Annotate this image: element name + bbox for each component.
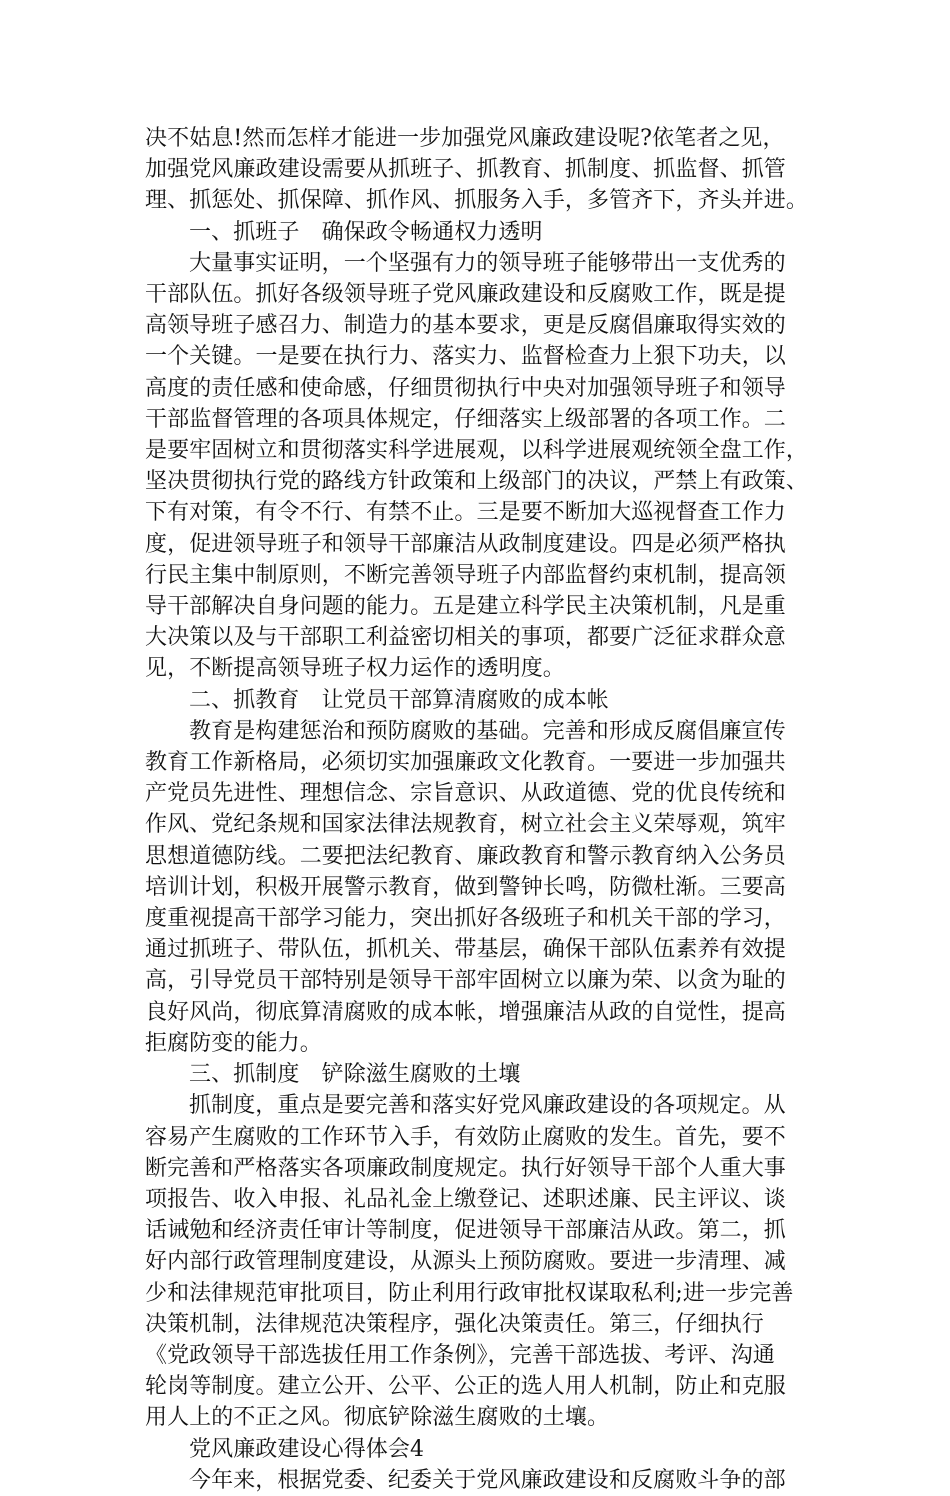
paragraph-line-indented: 教育是构建惩治和预防腐败的基础。完善和形成反腐倡廉宣传 xyxy=(189,718,786,744)
paragraph-line: 培训计划，积极开展警示教育，做到警钟长鸣，防微杜渐。三要高 xyxy=(145,874,786,900)
paragraph-line: 良好风尚，彻底算清腐败的成本帐，增强廉洁从政的自觉性，提高 xyxy=(145,999,786,1025)
paragraph-line: 思想道德防线。二要把法纪教育、廉政教育和警示教育纳入公务员 xyxy=(145,843,786,869)
paragraph-line: 作风、党纪条规和国家法律法规教育，树立社会主义荣辱观，筑牢 xyxy=(145,812,786,838)
paragraph-line-indented: 今年来，根据党委、纪委关于党风廉政建设和反腐败斗争的部 xyxy=(189,1467,786,1493)
paragraph-line: 产党员先进性、理想信念、宗旨意识、从政道德、党的优良传统和 xyxy=(145,781,786,807)
paragraph-line: 少和法律规范审批项目，防止利用行政审批权谋取私利;进一步完善 xyxy=(145,1280,794,1306)
paragraph-line-indented: 一、抓班子 确保政令畅通权力透明 xyxy=(189,219,543,245)
paragraph-line: 高度的责任感和使命感，仔细贯彻执行中央对加强领导班子和领导 xyxy=(145,375,786,401)
paragraph-line: 大决策以及与干部职工利益密切相关的事项，都要广泛征求群众意 xyxy=(145,625,786,651)
paragraph-line: 干部监督管理的各项具体规定，仔细落实上级部署的各项工作。二 xyxy=(145,406,786,432)
paragraph-line-indented: 大量事实证明，一个坚强有力的领导班子能够带出一支优秀的 xyxy=(189,250,786,276)
paragraph-line: 是要牢固树立和贯彻落实科学进展观，以科学进展观统领全盘工作， xyxy=(145,438,809,464)
paragraph-line-indented: 三、抓制度 铲除滋生腐败的土壤 xyxy=(189,1062,521,1088)
paragraph-line: 断完善和严格落实各项廉政制度规定。执行好领导干部个人重大事 xyxy=(145,1155,786,1181)
paragraph-line: 高领导班子感召力、制造力的基本要求，更是反腐倡廉取得实效的 xyxy=(145,313,786,339)
paragraph-line: 度，促进领导班子和领导干部廉洁从政制度建设。四是必须严格执 xyxy=(145,531,786,557)
paragraph-line: 《党政领导干部选拔任用工作条例》，完善干部选拔、考评、沟通 xyxy=(145,1342,775,1368)
paragraph-line: 用人上的不正之风。彻底铲除滋生腐败的土壤。 xyxy=(145,1405,610,1431)
paragraph-line: 下有对策，有令不行、有禁不止。三是要不断加大巡视督查工作力 xyxy=(145,500,786,526)
paragraph-line: 项报告、收入申报、礼品礼金上缴登记、述职述廉、民主评议、谈 xyxy=(145,1186,786,1212)
paragraph-line-indented: 抓制度，重点是要完善和落实好党风廉政建设的各项规定。从 xyxy=(189,1093,786,1119)
paragraph-line: 拒腐防变的能力。 xyxy=(145,1030,322,1056)
paragraph-line: 话诫勉和经济责任审计等制度，促进领导干部廉洁从政。第二，抓 xyxy=(145,1218,786,1244)
paragraph-line: 教育工作新格局，必须切实加强廉政文化教育。一要进一步加强共 xyxy=(145,750,786,776)
paragraph-line: 导干部解决自身问题的能力。五是建立科学民主决策机制，凡是重 xyxy=(145,594,786,620)
paragraph-line: 轮岗等制度。建立公开、公平、公正的选人用人机制，防止和克服 xyxy=(145,1374,786,1400)
paragraph-line-indented: 党风廉政建设心得体会4 xyxy=(189,1436,425,1462)
paragraph-line: 见，不断提高领导班子权力运作的透明度。 xyxy=(145,656,565,682)
paragraph-line: 决策机制，法律规范决策程序，强化决策责任。第三，仔细执行 xyxy=(145,1311,764,1337)
document-body xyxy=(145,123,807,1496)
paragraph-line: 一个关键。一是要在执行力、落实力、监督检查力上狠下功夫，以 xyxy=(145,344,786,370)
paragraph-line: 高，引导党员干部特别是领导干部牢固树立以廉为荣、以贪为耻的 xyxy=(145,968,786,994)
paragraph-line: 行民主集中制原则，不断完善领导班子内部监督约束机制，提高领 xyxy=(145,562,786,588)
paragraph-line: 容易产生腐败的工作环节入手，有效防止腐败的发生。首先，要不 xyxy=(145,1124,786,1150)
paragraph-line: 好内部行政管理制度建设，从源头上预防腐败。要进一步清理、减 xyxy=(145,1249,786,1275)
paragraph-line: 决不姑息!然而怎样才能进一步加强党风廉政建设呢?依笔者之见， xyxy=(145,126,785,151)
paragraph-line: 坚决贯彻执行党的路线方针政策和上级部门的决议，严禁上有政策、 xyxy=(145,469,809,495)
paragraph-line-indented: 二、抓教育 让党员干部算清腐败的成本帐 xyxy=(189,687,609,713)
paragraph-line: 干部队伍。抓好各级领导班子党风廉政建设和反腐败工作，既是提 xyxy=(145,282,786,308)
paragraph-line: 加强党风廉政建设需要从抓班子、抓教育、抓制度、抓监督、抓管 xyxy=(145,157,786,183)
paragraph-line: 通过抓班子、带队伍，抓机关、带基层，确保干部队伍素养有效提 xyxy=(145,937,786,963)
paragraph-line: 理、抓惩处、抓保障、抓作风、抓服务入手，多管齐下，齐头并进。 xyxy=(145,188,809,214)
paragraph-line: 度重视提高干部学习能力，突出抓好各级班子和机关干部的学习， xyxy=(145,906,786,932)
